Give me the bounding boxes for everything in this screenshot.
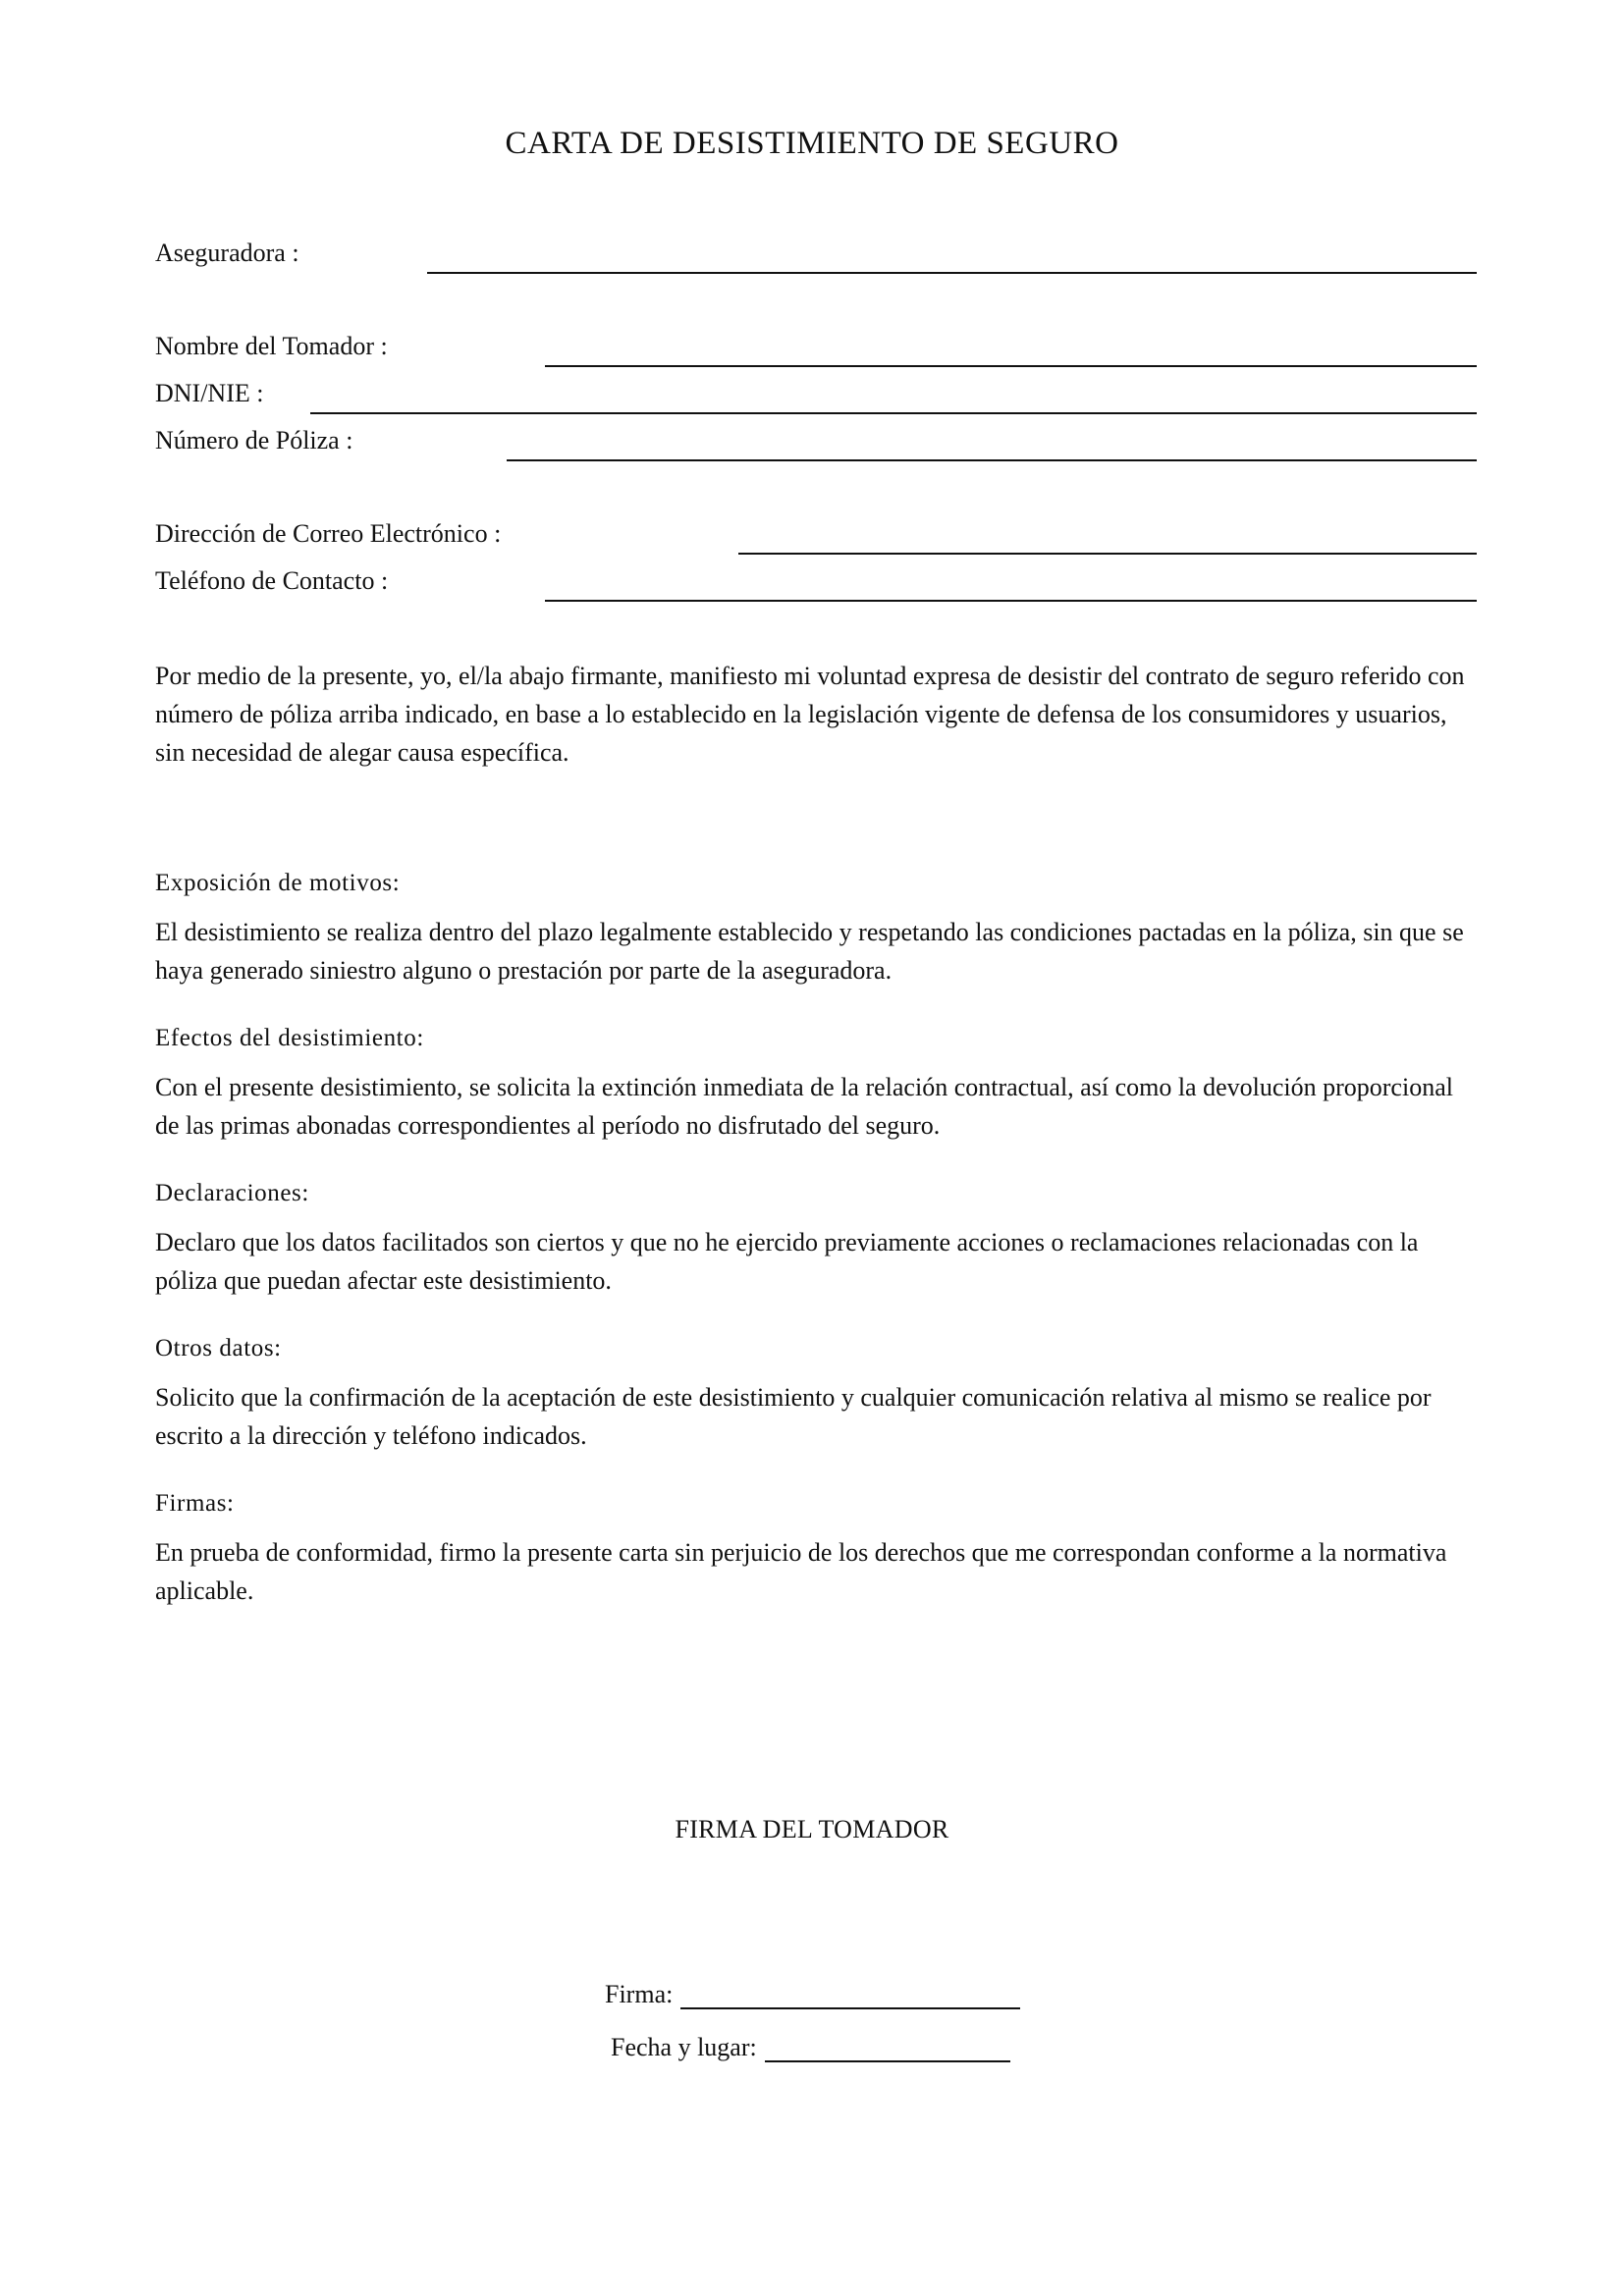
policyholder-input-line[interactable] (545, 365, 1477, 367)
insurer-field[interactable] (155, 238, 1477, 277)
policyholder-field[interactable] (155, 331, 1477, 370)
intro-paragraph: Por medio de la presente, yo, el/la abajo firmante, manifiesto mi voluntad expresa de desistir del contrato de seguro referido con número de póliza arriba indicado, en base a lo establecido en la legislación vigente de defensa de los consumidores y usuarios, sin necesidad de alegar causa específica. (155, 662, 1465, 767)
policy-number-input-line[interactable] (507, 459, 1477, 461)
id-input-line[interactable] (310, 412, 1477, 414)
section-text-signatures: En prueba de conformidad, firmo la presente carta sin perjuicio de los derechos que me correspondan conforme a la normativa aplicable. (155, 1538, 1447, 1605)
email-field[interactable] (155, 518, 1477, 558)
insurer-label: Aseguradora : (155, 239, 299, 267)
phone-label: Teléfono de Contacto : (155, 566, 389, 595)
section-heading-other: Otros datos: (155, 1335, 282, 1362)
id-field[interactable] (155, 378, 1477, 417)
policyholder-label: Nombre del Tomador : (155, 332, 388, 360)
phone-field[interactable] (155, 565, 1477, 605)
section-heading-declarations: Declaraciones: (155, 1180, 309, 1206)
policy-number-field[interactable] (155, 425, 1477, 464)
policy-number-label: Número de Póliza : (155, 426, 353, 454)
id-label: DNI/NIE : (155, 379, 264, 407)
signature-label: Firma: (605, 1980, 674, 2008)
email-input-line[interactable] (738, 553, 1477, 555)
document-title: CARTA DE DESISTIMIENTO DE SEGURO (505, 126, 1119, 161)
phone-input-line[interactable] (545, 600, 1477, 602)
email-label: Dirección de Correo Electrónico : (155, 519, 502, 548)
section-text-effects: Con el presente desistimiento, se solicita la extinción inmediata de la relación contractual, así como la devolución proporcional de las primas abonadas correspondientes al período no disfrutado del seguro. (155, 1073, 1453, 1140)
insurer-input-line[interactable] (427, 272, 1477, 274)
signature-heading: FIRMA DEL TOMADOR (675, 1815, 949, 1843)
section-text-declarations: Declaro que los datos facilitados son ciertos y que no he ejercido previamente acciones o reclamaciones relacionadas con la póliza que puedan afectar este desistimiento. (155, 1228, 1419, 1295)
section-heading-signatures: Firmas: (155, 1490, 235, 1517)
date-place-blank[interactable] (765, 2035, 1010, 2062)
section-text-motives: El desistimiento se realiza dentro del plazo legalmente establecido y respetando las condiciones pactadas en la póliza, sin que se haya generado siniestro alguno o prestación por parte de la aseguradora. (155, 918, 1464, 985)
signature-blank[interactable] (680, 1982, 1020, 2009)
signature-line-row[interactable] (605, 1980, 1020, 2009)
date-place-label: Fecha y lugar: (611, 2033, 757, 2061)
date-place-row[interactable] (611, 2033, 1010, 2062)
section-heading-motives: Exposición de motivos: (155, 870, 401, 896)
section-heading-effects: Efectos del desistimiento: (155, 1025, 424, 1051)
section-text-other: Solicito que la confirmación de la aceptación de este desistimiento y cualquier comunicación relativa al mismo se realice por escrito a la dirección y teléfono indicados. (155, 1383, 1432, 1450)
